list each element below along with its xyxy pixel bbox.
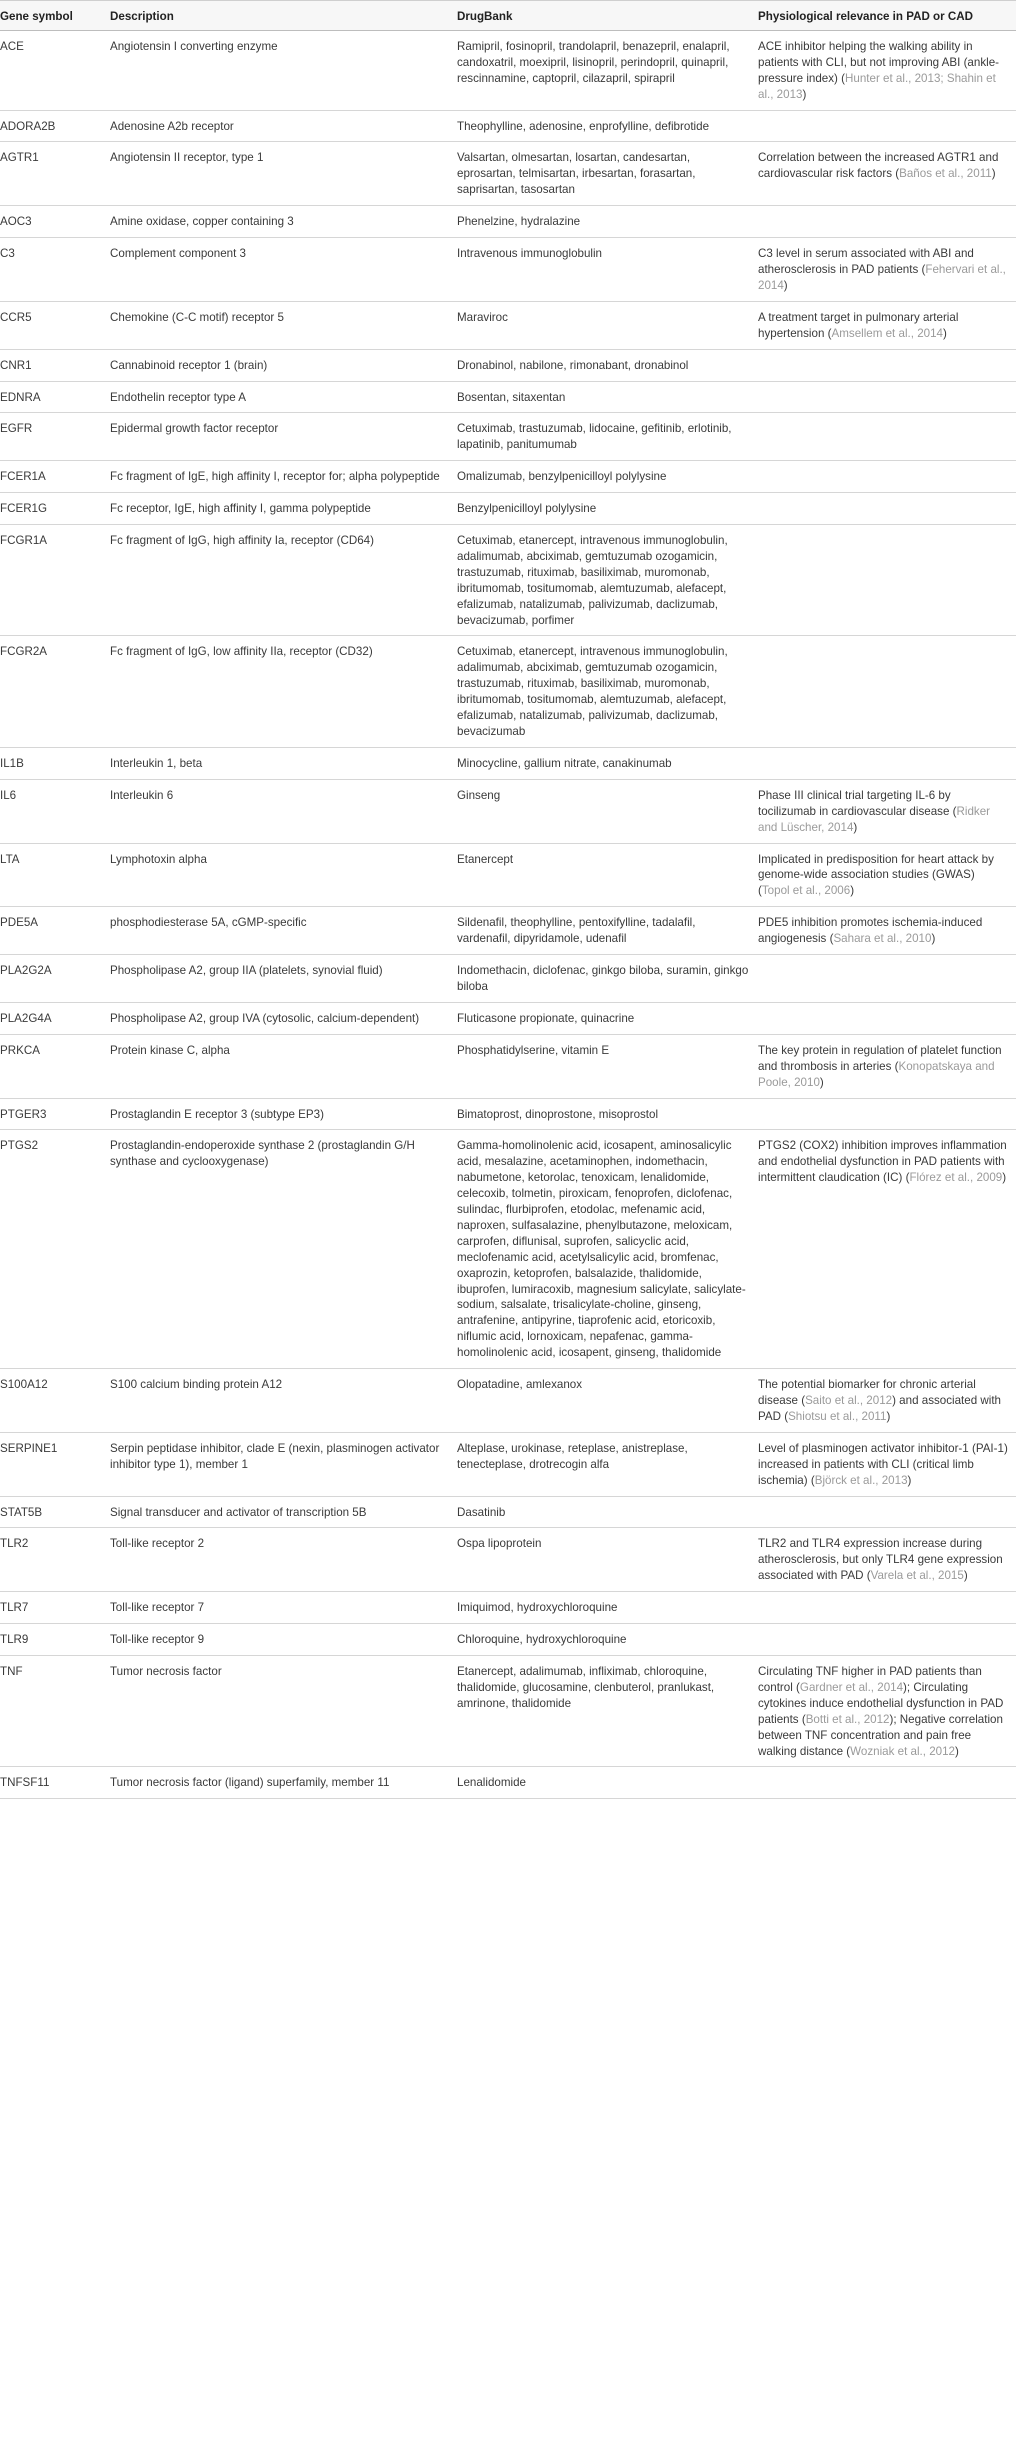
drugbank-cell: Valsartan, olmesartan, losartan, candesartan, eprosartan, telmisartan, irbesartan, forasartan, saprisartan, tasosartan bbox=[457, 151, 696, 197]
gene-symbol-cell: TNFSF11 bbox=[0, 1776, 50, 1790]
citation-close: ) bbox=[942, 326, 947, 340]
citation-link: Botti et al., 2012 bbox=[805, 1712, 890, 1726]
description-cell: Angiotensin I converting enzyme bbox=[110, 39, 278, 53]
citation-close: ) bbox=[886, 1409, 891, 1423]
description-cell: Fc fragment of IgG, high affinity Ia, receptor (CD64) bbox=[110, 534, 374, 548]
drugbank-cell: Phenelzine, hydralazine bbox=[457, 215, 581, 229]
citation-open: ( bbox=[866, 1569, 871, 1583]
table-row bbox=[0, 779, 1016, 843]
drugbank-cell: Bosentan, sitaxentan bbox=[457, 390, 566, 404]
table-row bbox=[0, 1369, 1016, 1433]
citation-link: Flórez et al., 2009 bbox=[909, 1171, 1003, 1185]
gene-symbol-cell: PRKCA bbox=[0, 1043, 40, 1057]
drugbank-cell: Maraviroc bbox=[457, 310, 508, 324]
gene-symbol-cell: IL1B bbox=[0, 756, 24, 770]
relevance-cell bbox=[758, 381, 1016, 413]
relevance-text: ACE inhibitor helping the walking ability in patients with CLI, but not improving ABI (ankle-pressure index) bbox=[758, 39, 1000, 85]
drugbank-cell: Ospa lipoprotein bbox=[457, 1537, 542, 1551]
relevance-cell bbox=[758, 1130, 1016, 1369]
description-cell: Signal transducer and activator of transcription 5B bbox=[110, 1505, 367, 1519]
table-row bbox=[0, 955, 1016, 1003]
citation-open: ( bbox=[810, 1473, 815, 1487]
description-cell: Toll-like receptor 9 bbox=[110, 1633, 205, 1647]
gene-symbol-cell: EGFR bbox=[0, 422, 33, 436]
gene-symbol-cell: CNR1 bbox=[0, 358, 32, 372]
citation-open: ( bbox=[894, 1059, 899, 1073]
drugbank-cell: Ramipril, fosinopril, trandolapril, benazepril, enalapril, candoxatril, moexipril, lisinopril, perindopril, quinapril, rescinnamine, captopril, cilazapril, spirapril bbox=[457, 39, 730, 85]
relevance-cell bbox=[758, 30, 1016, 110]
description-cell: Prostaglandin-endoperoxide synthase 2 (prostaglandin G/H synthase and cyclooxygenase) bbox=[110, 1139, 415, 1169]
relevance-text: Level of plasminogen activator inhibitor-1 (PAI-1) increased in patients with CLI (critical limb ischemia) bbox=[758, 1441, 1008, 1487]
citation-link: Baños et al., 2011 bbox=[899, 167, 992, 181]
drugbank-cell: Lenalidomide bbox=[457, 1776, 526, 1790]
citation-link: Varela et al., 2015 bbox=[870, 1569, 964, 1583]
table-row bbox=[0, 110, 1016, 142]
description-cell: Amine oxidase, copper containing 3 bbox=[110, 215, 294, 229]
table-row bbox=[0, 413, 1016, 461]
citation-open: ( bbox=[829, 932, 834, 946]
gene-symbol-cell: SERPINE1 bbox=[0, 1441, 58, 1455]
gene-symbol-cell: IL6 bbox=[0, 788, 17, 802]
gene-symbol-cell: PLA2G2A bbox=[0, 964, 52, 978]
drugbank-cell: Imiquimod, hydroxychloroquine bbox=[457, 1601, 618, 1615]
citation-close: ); Circulating cytokines induce endothelial dysfunction in PAD patients ( bbox=[758, 1680, 1004, 1726]
citation-close: ) bbox=[802, 87, 807, 101]
relevance-cell bbox=[758, 525, 1016, 636]
citation-close: ) bbox=[853, 820, 858, 834]
relevance-cell bbox=[758, 142, 1016, 206]
description-cell: Phospholipase A2, group IVA (cytosolic, calcium-dependent) bbox=[110, 1011, 420, 1025]
gene-symbol-cell: PDE5A bbox=[0, 916, 39, 930]
table-row bbox=[0, 1034, 1016, 1098]
drugbank-cell: Bimatoprost, dinoprostone, misoprostol bbox=[457, 1107, 659, 1121]
header-gene-symbol: Gene symbol bbox=[0, 10, 73, 23]
relevance-cell bbox=[758, 493, 1016, 525]
table-row bbox=[0, 206, 1016, 238]
relevance-text: Correlation between the increased AGTR1 and cardiovascular risk factors bbox=[758, 151, 999, 181]
table-row bbox=[0, 301, 1016, 349]
relevance-cell bbox=[758, 110, 1016, 142]
relevance-text: Circulating TNF higher in PAD patients than control bbox=[758, 1664, 982, 1694]
gene-symbol-cell: ADORA2B bbox=[0, 119, 56, 133]
table-row bbox=[0, 461, 1016, 493]
drugbank-cell: Gamma-homolinolenic acid, icosapent, aminosalicylic acid, mesalazine, acetaminophen, indomethacin, nabumetone, ketorolac, tenoxicam, lenalidomide, celecoxib, tolmetin, piroxicam, fenoprofen, diclofenac, sulindac, flurbiprofen, etodolac, mefenamic acid, naproxen, sulfasalazine, phenylbutazone, meloxicam, carprofen, diflunisal, suprofen, salicyclic acid, meclofenamic acid, acetylsalicylic acid, bromfenac, oxaprozin, ketoprofen, balsalazide, thalidomide, ibuprofen, lumiracoxib, magnesium salicylate, salicylate-sodium, salsalate, trisalicylate-choline, ginseng, antrafenine, antipyrine, tiaprofenic acid, etoricoxib, niflumic acid, lornoxicam, nepafenac, gamma-homolinolenic acid, icosapent, ginseng, thalidomide bbox=[457, 1139, 746, 1360]
drugbank-cell: Theophylline, adenosine, enprofylline, defibrotide bbox=[457, 119, 710, 133]
description-cell: Serpin peptidase inhibitor, clade E (nexin, plasminogen activator inhibitor type 1), member 1 bbox=[110, 1441, 440, 1471]
description-cell: Endothelin receptor type A bbox=[110, 390, 246, 404]
relevance-cell bbox=[758, 1655, 1016, 1766]
description-cell: Fc fragment of IgG, low affinity IIa, receptor (CD32) bbox=[110, 645, 373, 659]
citation-open: ( bbox=[758, 884, 762, 898]
description-cell: S100 calcium binding protein A12 bbox=[110, 1378, 283, 1392]
gene-symbol-cell: PTGS2 bbox=[0, 1139, 39, 1153]
gene-symbol-cell: S100A12 bbox=[0, 1378, 48, 1392]
citation-link: Ridker and Lüscher, 2014 bbox=[758, 804, 991, 834]
citation-close: ) bbox=[850, 884, 855, 898]
citation-link: Björck et al., 2013 bbox=[814, 1473, 908, 1487]
relevance-cell bbox=[758, 907, 1016, 955]
gene-symbol-cell: FCGR2A bbox=[0, 645, 48, 659]
relevance-cell bbox=[758, 1528, 1016, 1592]
table-row bbox=[0, 1496, 1016, 1528]
drugbank-cell: Fluticasone propionate, quinacrine bbox=[457, 1011, 635, 1025]
description-cell: Cannabinoid receptor 1 (brain) bbox=[110, 358, 268, 372]
relevance-cell bbox=[758, 1624, 1016, 1656]
citation-close: ) bbox=[783, 278, 788, 292]
gene-symbol-cell: EDNRA bbox=[0, 390, 41, 404]
table-row bbox=[0, 907, 1016, 955]
description-cell: Epidermal growth factor receptor bbox=[110, 422, 279, 436]
drugbank-cell: Minocycline, gallium nitrate, canakinumab bbox=[457, 756, 672, 770]
drugbank-cell: Omalizumab, benzylpenicilloyl polylysine bbox=[457, 470, 667, 484]
description-cell: phosphodiesterase 5A, cGMP-specific bbox=[110, 916, 307, 930]
citation-link: Wozniak et al., 2012 bbox=[850, 1744, 955, 1758]
relevance-cell bbox=[758, 747, 1016, 779]
gene-symbol-cell: CCR5 bbox=[0, 310, 32, 324]
citation-link: Hunter et al., 2013; Shahin et al., 2013 bbox=[758, 71, 996, 101]
table-row bbox=[0, 525, 1016, 636]
gene-symbol-cell: PTGER3 bbox=[0, 1107, 47, 1121]
table-row bbox=[0, 1002, 1016, 1034]
table-row bbox=[0, 30, 1016, 110]
table-row bbox=[0, 381, 1016, 413]
drugbank-cell: Phosphatidylserine, vitamin E bbox=[457, 1043, 610, 1057]
table-row bbox=[0, 1130, 1016, 1369]
description-cell: Tumor necrosis factor (ligand) superfamily, member 11 bbox=[110, 1776, 390, 1790]
description-cell: Adenosine A2b receptor bbox=[110, 119, 234, 133]
description-cell: Fc receptor, IgE, high affinity I, gamma polypeptide bbox=[110, 502, 371, 516]
relevance-cell bbox=[758, 1034, 1016, 1098]
gene-symbol-cell: ACE bbox=[0, 39, 24, 53]
table-row bbox=[0, 843, 1016, 907]
gene-symbol-cell: FCER1A bbox=[0, 470, 46, 484]
citation-open: ( bbox=[895, 167, 900, 181]
gene-symbol-cell: STAT5B bbox=[0, 1505, 43, 1519]
description-cell: Toll-like receptor 2 bbox=[110, 1537, 205, 1551]
drugbank-cell: Intravenous immunoglobulin bbox=[457, 247, 603, 261]
description-cell: Complement component 3 bbox=[110, 247, 246, 261]
citation-close: ) bbox=[955, 1744, 959, 1758]
drugbank-cell: Alteplase, urokinase, reteplase, anistreplase, tenecteplase, drotrecogin alfa bbox=[457, 1441, 688, 1471]
drugbank-cell: Cetuximab, trastuzumab, lidocaine, gefitinib, erlotinib, lapatinib, panitumumab bbox=[457, 422, 732, 452]
gene-symbol-cell: TNF bbox=[0, 1664, 23, 1678]
relevance-cell bbox=[758, 955, 1016, 1003]
gene-symbol-cell: FCER1G bbox=[0, 502, 48, 516]
citation-link: Shiotsu et al., 2011 bbox=[788, 1409, 887, 1423]
citation-open: ( bbox=[841, 71, 846, 85]
table-row bbox=[0, 493, 1016, 525]
drugbank-cell: Cetuximab, etanercept, intravenous immunoglobulin, adalimumab, abciximab, gemtuzumab ozogamicin, trastuzumab, rituximab, basiliximab, muromonab, ibritumomab, tositumomab, alemtuzumab, alefacept, efalizumab, natalizumab, palivizumab, daclizumab, bevacizumab bbox=[457, 645, 728, 738]
citation-close: ) and associated with PAD ( bbox=[758, 1394, 1002, 1423]
relevance-text: TLR2 and TLR4 expression increase during atherosclerosis, but only TLR4 gene expression associated with PAD bbox=[758, 1537, 1003, 1583]
header-row bbox=[0, 1, 1016, 31]
citation-link: Saito et al., 2012 bbox=[805, 1394, 893, 1407]
description-cell: Toll-like receptor 7 bbox=[110, 1601, 205, 1615]
drugbank-cell: Olopatadine, amlexanox bbox=[457, 1378, 583, 1392]
gene-symbol-cell: TLR2 bbox=[0, 1537, 29, 1551]
table-row bbox=[0, 1528, 1016, 1592]
citation-link: Amsellem et al., 2014 bbox=[831, 326, 943, 340]
relevance-cell bbox=[758, 238, 1016, 302]
citation-close: ) bbox=[819, 1075, 824, 1089]
citation-open: ( bbox=[801, 1394, 806, 1407]
citation-close: ) bbox=[907, 1473, 912, 1487]
table-row bbox=[0, 1432, 1016, 1496]
gene-symbol-cell: AGTR1 bbox=[0, 151, 39, 165]
header-description: Description bbox=[110, 10, 174, 23]
relevance-cell bbox=[758, 1496, 1016, 1528]
citation-close: ) bbox=[931, 932, 936, 946]
citation-open: ( bbox=[827, 326, 832, 340]
table-row bbox=[0, 1098, 1016, 1130]
gene-symbol-cell: TLR9 bbox=[0, 1633, 29, 1647]
citation-close: ) bbox=[1002, 1171, 1007, 1185]
citation-link: Fehervari et al., 2014 bbox=[758, 262, 1006, 292]
description-cell: Interleukin 6 bbox=[110, 788, 174, 802]
description-cell: Phospholipase A2, group IIA (platelets, synovial fluid) bbox=[110, 964, 383, 978]
description-cell: Chemokine (C-C motif) receptor 5 bbox=[110, 310, 284, 324]
table-row bbox=[0, 142, 1016, 206]
citation-link: Konopatskaya and Poole, 2010 bbox=[758, 1059, 995, 1089]
relevance-text: The key protein in regulation of platelet function and thrombosis in arteries bbox=[758, 1043, 1002, 1073]
gene-symbol-cell: AOC3 bbox=[0, 215, 32, 229]
citation-link: Topol et al., 2006 bbox=[761, 884, 851, 898]
description-cell: Prostaglandin E receptor 3 (subtype EP3) bbox=[110, 1107, 324, 1121]
table-row bbox=[0, 747, 1016, 779]
description-cell: Lymphotoxin alpha bbox=[110, 852, 207, 866]
relevance-cell bbox=[758, 843, 1016, 907]
drugbank-cell: Dasatinib bbox=[457, 1505, 506, 1519]
relevance-cell bbox=[758, 1369, 1016, 1433]
relevance-text: PTGS2 (COX2) inhibition improves inflammation and endothelial dysfunction in PAD patients with intermittent claudication (IC) bbox=[758, 1139, 1007, 1185]
citation-close: ); Negative correlation between TNF concentration and pain free walking distance ( bbox=[758, 1712, 1003, 1758]
relevance-text: Implicated in predisposition for heart attack by genome-wide association studies (GWAS) bbox=[758, 852, 994, 882]
relevance-cell bbox=[758, 349, 1016, 381]
relevance-text: C3 level in serum associated with ABI and atherosclerosis in PAD patients bbox=[758, 247, 974, 276]
citation-close: ) bbox=[991, 167, 996, 181]
citation-link: Gardner et al., 2014 bbox=[799, 1680, 904, 1694]
description-cell: Fc fragment of IgE, high affinity I, receptor for; alpha polypeptide bbox=[110, 470, 440, 484]
relevance-text: Phase III clinical trial targeting IL-6 by tocilizumab in cardiovascular disease bbox=[758, 788, 951, 818]
relevance-text: A treatment target in pulmonary arterial hypertension bbox=[758, 310, 959, 340]
gene-symbol-cell: TLR7 bbox=[0, 1601, 29, 1615]
relevance-cell bbox=[758, 779, 1016, 843]
citation-open: ( bbox=[952, 804, 957, 818]
relevance-cell bbox=[758, 301, 1016, 349]
relevance-cell bbox=[758, 1098, 1016, 1130]
citation-open: ( bbox=[796, 1680, 800, 1694]
table-row bbox=[0, 1655, 1016, 1766]
relevance-cell bbox=[758, 1002, 1016, 1034]
gene-symbol-cell: PLA2G4A bbox=[0, 1011, 52, 1025]
drugbank-cell: Cetuximab, etanercept, intravenous immunoglobulin, adalimumab, abciximab, gemtuzumab ozogamicin, trastuzumab, rituximab, basiliximab, muromonab, ibritumomab, tositumomab, alemtuzumab, alefacept, efalizumab, natalizumab, palivizumab, daclizumab, bevacizumab, porfimer bbox=[457, 534, 728, 627]
header-drugbank: DrugBank bbox=[457, 10, 513, 23]
drugbank-cell: Chloroquine, hydroxychloroquine bbox=[457, 1633, 627, 1647]
header-physiological-relevance: Physiological relevance in PAD or CAD bbox=[758, 10, 973, 23]
description-cell: Interleukin 1, beta bbox=[110, 756, 203, 770]
gene-symbol-cell: LTA bbox=[0, 852, 20, 866]
relevance-cell bbox=[758, 461, 1016, 493]
relevance-cell bbox=[758, 413, 1016, 461]
relevance-cell bbox=[758, 636, 1016, 747]
description-cell: Angiotensin II receptor, type 1 bbox=[110, 151, 264, 165]
table-row bbox=[0, 1767, 1016, 1799]
drugbank-cell: Etanercept bbox=[457, 852, 514, 866]
drugbank-cell: Sildenafil, theophylline, pentoxifylline, tadalafil, vardenafil, dipyridamole, udenafil bbox=[457, 916, 696, 946]
drugbank-cell: Indomethacin, diclofenac, ginkgo biloba, suramin, ginkgo biloba bbox=[457, 964, 749, 993]
relevance-text: PDE5 inhibition promotes ischemia-induced angiogenesis bbox=[758, 916, 983, 946]
gene-symbol-cell: C3 bbox=[0, 247, 15, 261]
table-row bbox=[0, 1624, 1016, 1656]
citation-open: ( bbox=[921, 262, 926, 276]
citation-link: Sahara et al., 2010 bbox=[833, 932, 932, 946]
table-row bbox=[0, 636, 1016, 747]
description-cell: Tumor necrosis factor bbox=[110, 1664, 222, 1678]
relevance-cell bbox=[758, 1432, 1016, 1496]
relevance-cell bbox=[758, 1592, 1016, 1624]
table-row bbox=[0, 1592, 1016, 1624]
relevance-cell bbox=[758, 206, 1016, 238]
citation-close: ) bbox=[963, 1569, 968, 1583]
relevance-cell bbox=[758, 1767, 1016, 1799]
table-row bbox=[0, 238, 1016, 302]
table-header bbox=[0, 1, 1016, 31]
citation-open: ( bbox=[905, 1171, 910, 1185]
table-row bbox=[0, 349, 1016, 381]
gene-symbol-cell: FCGR1A bbox=[0, 534, 48, 548]
drugbank-cell: Ginseng bbox=[457, 788, 501, 802]
drugbank-cell: Benzylpenicilloyl polylysine bbox=[457, 502, 597, 516]
relevance-text: The potential biomarker for chronic arterial disease bbox=[758, 1378, 976, 1407]
drugbank-cell: Etanercept, adalimumab, infliximab, chloroquine, thalidomide, glucosamine, clenbuterol, pranlukast, amrinone, thalidomide bbox=[457, 1664, 715, 1710]
drugbank-cell: Dronabinol, nabilone, rimonabant, dronabinol bbox=[457, 358, 689, 372]
table-body bbox=[0, 30, 1016, 1798]
description-cell: Protein kinase C, alpha bbox=[110, 1043, 230, 1057]
